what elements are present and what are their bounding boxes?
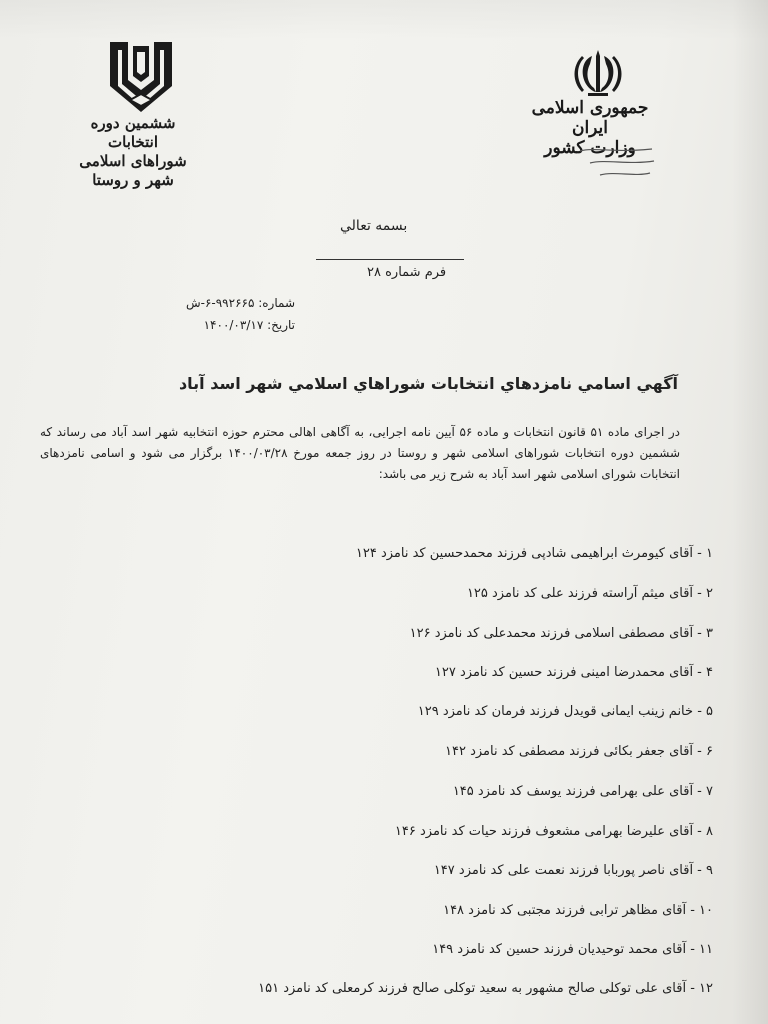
- notice-heading: آگهي اسامي نامزدهاي انتخابات شوراهاي اسلامي شهر اسد آباد: [178, 374, 678, 393]
- candidate-item: ۱ - آقای کیومرث ابراهیمی شادپی فرزند محمدحسین کد نامزد ۱۲۴: [355, 546, 713, 561]
- ministry-title-line1: جمهوری اسلامی ایران: [531, 98, 649, 138]
- basmala: بسمه تعالي: [340, 218, 408, 234]
- candidate-item: ۶ - آقای جعفر بکائی فرزند مصطفی کد نامزد ۱۴۲: [445, 744, 713, 759]
- candidate-item: ۳ - آقای مصطفی اسلامی فرزند محمدعلی کد نامزد ۱۲۶: [409, 626, 713, 641]
- candidate-item: ۱۱ - آقای محمد توحیدیان فرزند حسین کد نامزد ۱۴۹: [432, 942, 713, 957]
- form-number: فرم شماره ۲۸: [367, 265, 447, 280]
- reference-date: تاریخ: ۱۴۰۰/۰۳/۱۷: [203, 318, 295, 332]
- reference-number: شماره: ۹۹۲۶۶۵-۶-ش: [185, 296, 295, 310]
- ministry-title-line2: وزارت کشور: [544, 138, 636, 158]
- candidate-item: ۵ - خانم زینب ایمانی قویدل فرزند فرمان کد نامزد ۱۲۹: [417, 704, 713, 719]
- candidate-item: ۱۲ - آقای علی توکلی صالح مشهور به سعید توکلی صالح فرزند کرمعلی کد نامزد ۱۵۱: [258, 981, 713, 996]
- election-caption-line1: ششمین دوره انتخابات: [90, 114, 176, 151]
- election-caption-line2: شوراهای اسلامی شهر و روستا: [79, 152, 187, 189]
- candidate-item: ۲ - آقای میثم آراسته فرزند علی کد نامزد ۱۲۵: [466, 586, 713, 601]
- candidate-item: ۱۰ - آقای مظاهر ترابی فرزند مجتبی کد نامزد ۱۴۸: [443, 903, 713, 918]
- candidate-item: ۴ - آقای محمدرضا امینی فرزند حسین کد نامزد ۱۲۷: [434, 665, 713, 680]
- candidate-item: ۹ - آقای ناصر پوربابا فرزند نعمت علی کد نامزد ۱۴۷: [433, 863, 713, 878]
- intro-paragraph: در اجرای ماده ۵۱ قانون انتخابات و ماده ۵۶ آیین نامه اجرایی، به آگاهی اهالی محترم حوزه انتخابیه شهر اسد آباد می رساند که ششمین دوره انتخابات شوراهای اسلامی شهر و روستا در روز جمعه مورخ ۱۴۰۰/۰۳/۲۸ برگزار می شود و اسامی نامزدهای انتخابات شورای اسلامی شهر اسد آباد به شرح زیر می باشد:: [40, 425, 680, 481]
- candidate-item: ۸ - آقای علیرضا بهرامی مشعوف فرزند حیات کد نامزد ۱۴۶: [394, 824, 713, 839]
- candidate-item: ۷ - آقای علی بهرامی فرزند یوسف کد نامزد ۱۴۵: [452, 784, 713, 799]
